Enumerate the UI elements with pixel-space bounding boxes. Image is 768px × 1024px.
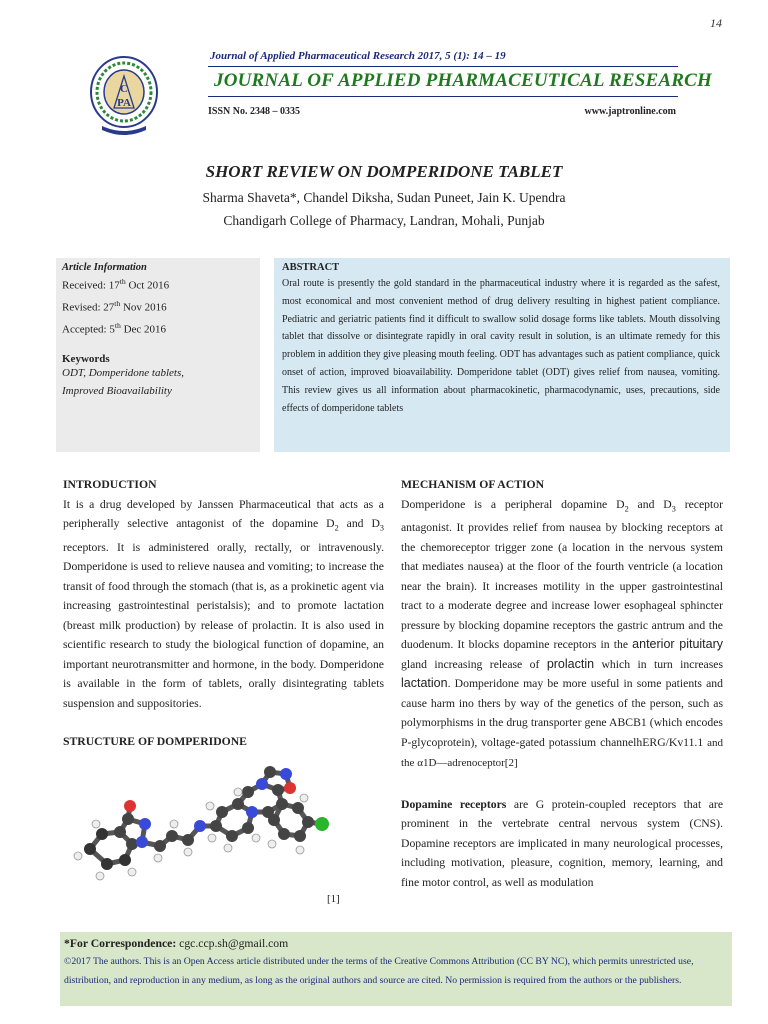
correspondence-line: *For Correspondence: cgc.ccp.sh@gmail.com [64, 937, 289, 950]
article-info-heading: Article Information [62, 262, 147, 273]
introduction-heading: INTRODUCTION [63, 478, 157, 491]
abstract-text: Oral route is presently the gold standard in the pharmaceutical industry where it is regarded as the safest, most economical and most convenient method of drug delivery resulting in highest patient compliance. Pediatric and geriatric patients find it difficult to swallow solid dosage forms like tablets. Mouth dissolving tablet that dissolve or disintegrate rapidly in oral cavity result in solution, is an ultimate remedy for this problem in addition they give pleasing mouth feeling. ODT has advantages such as patient compliance, quick onset of action, improved bioavailability. Domperidone tablet (ODT) gives relief from nausea, vomiting. This review gives us all information about pharmacokinetic, pharmacodynamic, uses, precautions, side effects of domperidone tablets [282, 278, 720, 414]
left-column [63, 475, 384, 752]
accepted-date: Accepted: 5th Dec 2016 [62, 321, 167, 336]
title-rule-bottom [208, 96, 678, 97]
structure-heading: STRUCTURE OF DOMPERIDONE [63, 735, 247, 749]
license-text: ©2017 The authors. This is an Open Access article distributed under the terms of the Creative Commons Attribution (CC BY NC), which permits unrestricted use, distribution, and reproduction in any medium, as long as the original authors and source are cited. No permission is required from the authors or the publishers. [64, 956, 694, 986]
abstract-heading: ABSTRACT [282, 262, 340, 273]
received-date: Received: 17th Oct 2016 [62, 277, 170, 292]
mechanism-heading: MECHANISM OF ACTION [401, 478, 545, 491]
author-list: Sharma Shaveta*, Chandel Diksha, Sudan Puneet, Jain K. Upendra [202, 190, 566, 205]
domperidone-structure-image [60, 764, 360, 902]
svg-text:C: C [120, 83, 128, 95]
keywords-line-1: ODT, Domperidone tablets, [62, 367, 185, 380]
issn: ISSN No. 2348 – 0335 [208, 106, 300, 117]
journal-website-link[interactable]: www.japtronline.com [584, 106, 676, 117]
journal-title: JOURNAL OF APPLIED PHARMACEUTICAL RESEARCH [214, 70, 712, 91]
correspondence-footer [60, 932, 732, 1006]
mechanism-paragraph: Domperidone is a peripheral dopamine $D_2$ and $D_3$ receptor antagonist. It provides relief from nausea by blocking receptors at the chemoreceptor trigger zone (a location in the nervous system that mediates nausea) at the floor of the fourth ventricle (a location near the brain). It increases motility in the upper gastrointestinal tract to a moderate degree and increase lower esophageal sphincter pressure by blocking dopamine receptors the gastric antrum and the duodenum. It blocks dopamine receptors in the anterior pituitary gland increasing release of prolactin which in turn increases lactation. Domperidone may be more useful in some patients and cause harm ino thers by way of the genetics of the person, such as polymorphisms in the drug transporter gene ABCB1 (which encodes P-glycoprotein), voltage-gated potassium channelhERG/Kv11.1 and the α1D—adrenoceptor[2] [401, 497, 724, 770]
abstract-box [274, 258, 730, 452]
title-rule-top [208, 66, 678, 67]
affiliation: Chandigarh College of Pharmacy, Landran, Mohali, Punjab [223, 213, 545, 228]
keywords-heading: Keywords [62, 353, 110, 366]
article-info-box [56, 258, 260, 452]
structure-reference: [1] [327, 893, 340, 905]
keywords-line-2: Improved Bioavailability [62, 384, 172, 397]
introduction-paragraph: It is a drug developed by Janssen Pharmaceutical that acts as a peripherally selective antagonist of the dopamine $D_2$ and $D_3$ receptors. It is administered orally, rectally, or intravenously. Domperidone is used to relieve nausea and vomiting; to increase the transit of food through the stomach (that is, as a prokinetic agent via increasing gastrointestinal peristalsis); and to promote lactation (breast milk production) by release of prolactin. It is also used in scientific research to study the biological function of dopamine, an important neurotransmitter and hormone, in the body. Domperidone is available in the form of tablets, orally disintegrating tablets suspension and suppositories. [63, 497, 384, 710]
dopamine-paragraph: Dopamine receptors are G protein-coupled receptors that are prominent in the vertebrate central nervous system (CNS). Dopamine receptors are implicated in many neurological processes, including motivation, pleasure, cognition, memory, learning, and fine motor control, as well as modulation [401, 797, 724, 889]
article-title: SHORT REVIEW ON DOMPERIDONE TABLET [205, 162, 563, 181]
right-column [401, 475, 723, 892]
page-number: 14 [710, 16, 722, 30]
journal-logo [88, 52, 160, 136]
revised-date: Revised: 27th Nov 2016 [62, 299, 167, 314]
journal-citation: Journal of Applied Pharmaceutical Research 2017, 5 (1): 14 – 19 [210, 50, 506, 62]
correspondence-email[interactable]: cgc.ccp.sh@gmail.com [176, 937, 289, 950]
svg-text:PA: PA [117, 97, 131, 109]
